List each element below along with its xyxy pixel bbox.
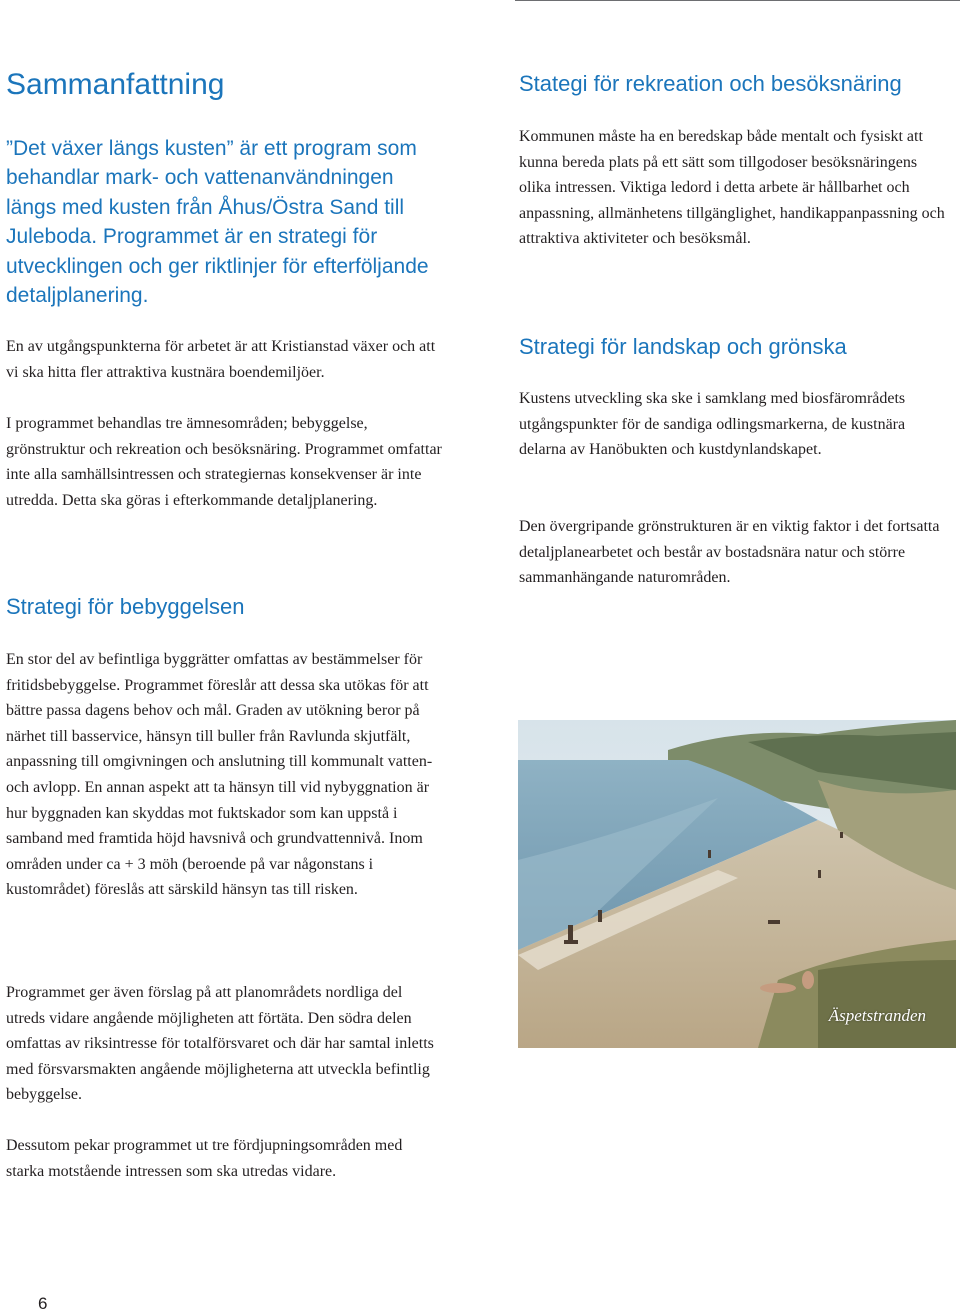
body-paragraph-3: En stor del av befintliga byggrätter omfattas av bestämmelser för fritidsbebyggelse. Programmet föreslår att dessa ska utökas för att bättre passa dagens behov och mål. Graden av utökning beror på närhet till basservice, hänsyn till buller från Ravlunda skjutfält, anpassning till omgivningen och anslutning till kommunalt vatten- och avlopp. En annan aspekt att ta hänsyn till vid nybyggnation är hur byggnaden kan skyddas mot fuktskador som kan uppstå i samband med framtida höjd havsnivå och grundvattennivå. Inom områden under ca + 3 möh (beroende på var någonstans i kustområdet) föreslås att särskild hänsyn tas till risken. bbox=[6, 651, 433, 899]
right-paragraph-3: Den övergripande grönstrukturen är en viktig faktor i det fortsatta detaljplanearbetet och består av bostadsnära natur och större sammanhängande naturområden. bbox=[519, 518, 940, 587]
right-paragraph-1: Kommunen måste ha en beredskap både mentalt och fysiskt att kunna bereda plats på ett sätt som tillgodoser besöksnäringens olika intressen. Viktiga ledord i detta arbete är hållbarhet och anpassning, allmänhetens tillgänglighet, handikappanpassning och attraktiva aktiviteter och besöksmål. bbox=[519, 128, 945, 248]
body-paragraph-2: I programmet behandlas tre ämnesområden; bebyggelse, grönstruktur och rekreation och besöksnäring. Programmet omfattar inte alla samhällsintressen och strategiernas konsekvenser är inte utredda. Detta ska göras i efterkommande detaljplanering. bbox=[6, 415, 442, 509]
page-title: Sammanfattning bbox=[6, 68, 225, 101]
section-heading-landskap: Strategi för landskap och grönska bbox=[519, 334, 847, 359]
right-paragraph-2: Kustens utveckling ska ske i samklang med biosfärområdets utgångspunkter för de sandiga odlingsmarkerna, de kustnära delarna av Hanöbukten och kustdynlandskapet. bbox=[519, 390, 906, 459]
body-paragraph-4: Programmet ger även förslag på att planområdets nordliga del utreds vidare angående möjligheten att förtäta. Den södra delen omfattas av riksintresse för totalförsvaret och där har samtal inletts med försvarsmakten angående möjligheterna att utveckla befintlig bebyggelse. bbox=[6, 984, 434, 1104]
body-paragraph-5: Dessutom pekar programmet ut tre fördjupningsområden med starka motstående intressen som ska utredas vidare. bbox=[6, 1137, 403, 1180]
beach-illustration bbox=[518, 720, 956, 1048]
page-number: 6 bbox=[38, 1294, 48, 1313]
top-rule bbox=[515, 0, 960, 1]
beach-photo bbox=[518, 720, 956, 1048]
section-heading-rekreation: Stategi för rekreation och besöksnäring bbox=[519, 71, 902, 96]
lead-paragraph: ”Det växer längs kusten” är ett program som behandlar mark- och vattenanvändningen längs med kusten från Åhus/Östra Sand till Juleboda. Programmet är en strategi för utvecklingen och ger riktlinjer för efterföljande detaljplanering. bbox=[6, 137, 429, 308]
section-heading-bebyggelse: Strategi för bebyggelsen bbox=[6, 594, 245, 619]
body-paragraph-1: En av utgångspunkterna för arbetet är att Kristianstad växer och att vi ska hitta fler attraktiva kustnära boendemiljöer. bbox=[6, 338, 436, 381]
photo-caption: Äspetstranden bbox=[828, 1006, 926, 1025]
